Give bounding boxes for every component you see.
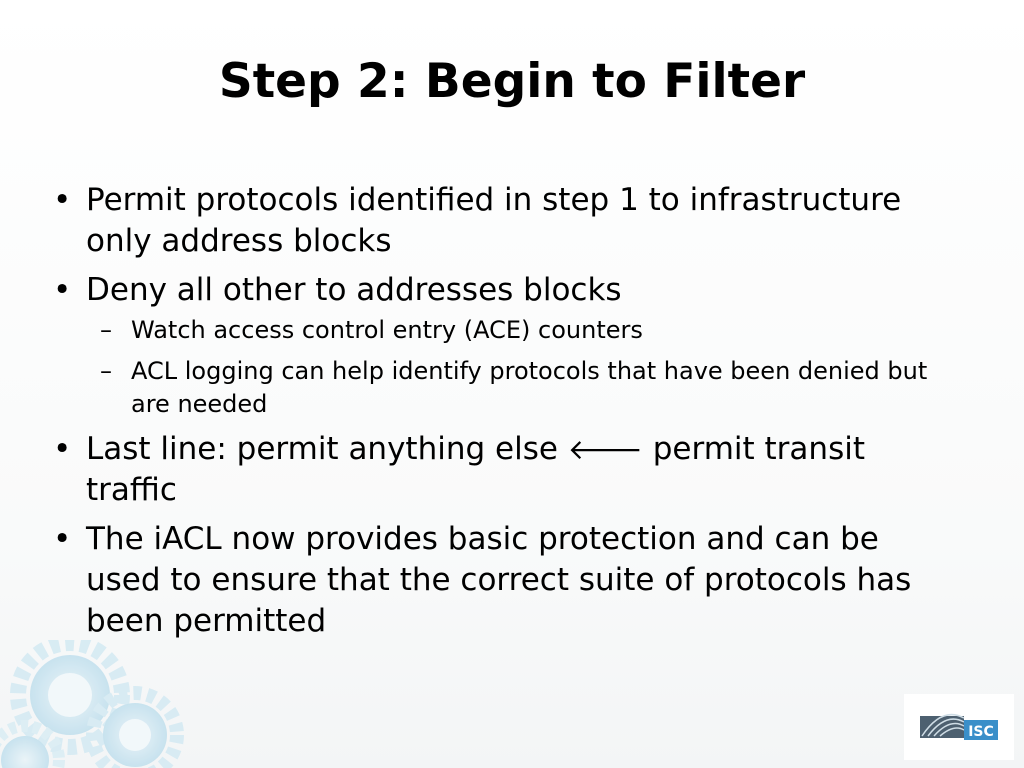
bullet-marker: • [53,431,72,467]
sub-bullet-text: Watch access control entry (ACE) counters [131,316,643,344]
sub-bullet-text: ACL logging can help identify protocols that have been denied but are needed [131,357,928,418]
dash-marker: – [100,316,112,344]
slide-title: Step 2: Begin to Filter [218,54,806,109]
sub-bullet-item [86,314,930,347]
bullet-list [50,180,930,642]
bullet-item [50,429,930,511]
bullet-text-after-arrow: permit transit traffic [86,431,865,508]
bullet-marker: • [53,272,72,308]
bullet-item [50,519,930,642]
sub-bullet-item [86,355,930,421]
bullet-text: The iACL now provides basic protection and can be used to ensure that the correct suite of protocols has been permitted [86,521,912,639]
bullet-item [50,180,930,262]
bullet-marker: • [53,521,72,557]
logo-text: ISC [968,724,994,740]
slide-body [50,180,930,650]
sub-bullet-list [86,314,930,421]
bullet-text: Permit protocols identified in step 1 to infrastructure only address blocks [86,182,902,259]
isc-logo [904,694,1014,760]
dash-marker: – [100,357,112,385]
bullet-item [50,270,930,421]
bullet-text: Deny all other to addresses blocks [86,272,622,308]
bullet-text-before-arrow: Last line: permit anything else [86,431,558,467]
bullet-marker: • [53,182,72,218]
gear-decoration-icon [0,640,200,768]
arrow-left-icon: 🡐 [567,433,643,466]
isc-logo-icon [920,708,998,744]
